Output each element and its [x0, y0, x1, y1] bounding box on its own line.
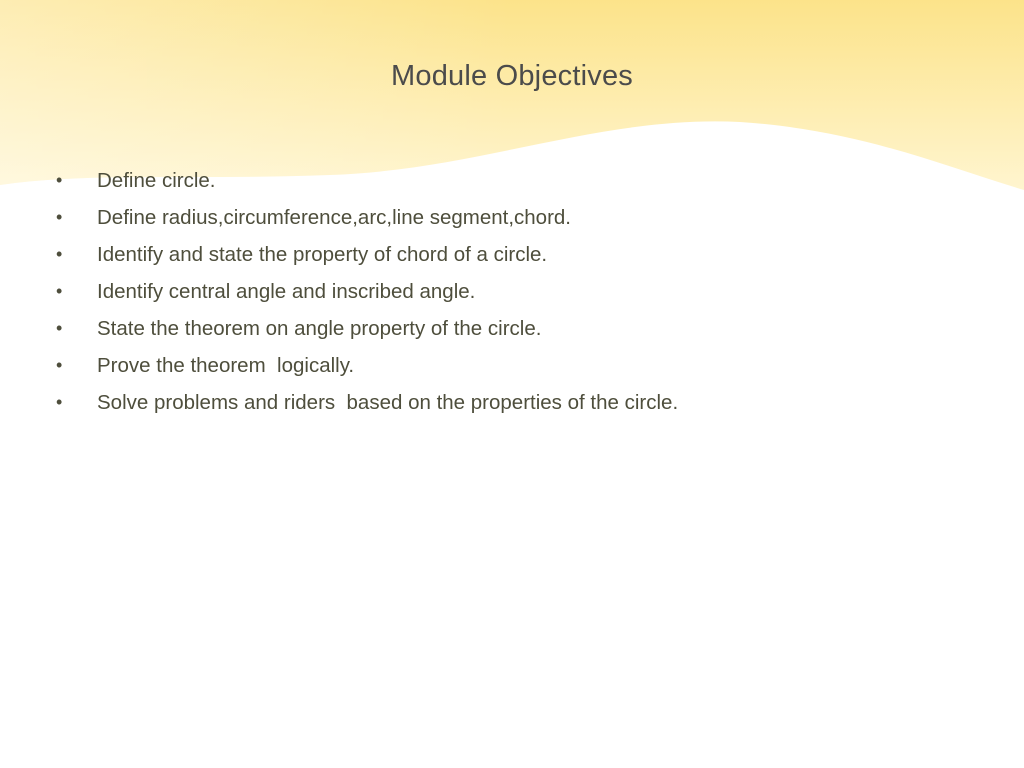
list-item [56, 236, 986, 273]
list-item-text: Define radius,circumference,arc,line segment,chord. [97, 206, 571, 229]
list-item-text: Solve problems and riders based on the properties of the circle. [97, 391, 679, 414]
objectives-list [56, 162, 986, 421]
bullet-icon: • [56, 318, 63, 338]
list-item [56, 384, 986, 421]
list-item [56, 273, 986, 310]
bullet-icon: • [56, 244, 63, 264]
list-item-text: Identify central angle and inscribed angle. [97, 280, 476, 303]
list-item [56, 162, 986, 199]
list-item [56, 347, 986, 384]
list-item-text: Prove the theorem logically. [97, 354, 355, 377]
list-item [56, 310, 986, 347]
bullet-icon: • [56, 281, 63, 301]
bullet-icon: • [56, 207, 63, 227]
bullet-icon: • [56, 392, 63, 412]
bullet-icon: • [56, 355, 63, 375]
list-item [56, 199, 986, 236]
list-item-text: Identify and state the property of chord of a circle. [97, 243, 548, 266]
list-item-text: State the theorem on angle property of the circle. [97, 317, 542, 340]
bullet-icon: • [56, 170, 63, 190]
slide-title: Module Objectives [391, 60, 633, 92]
list-item-text: Define circle. [97, 169, 216, 192]
